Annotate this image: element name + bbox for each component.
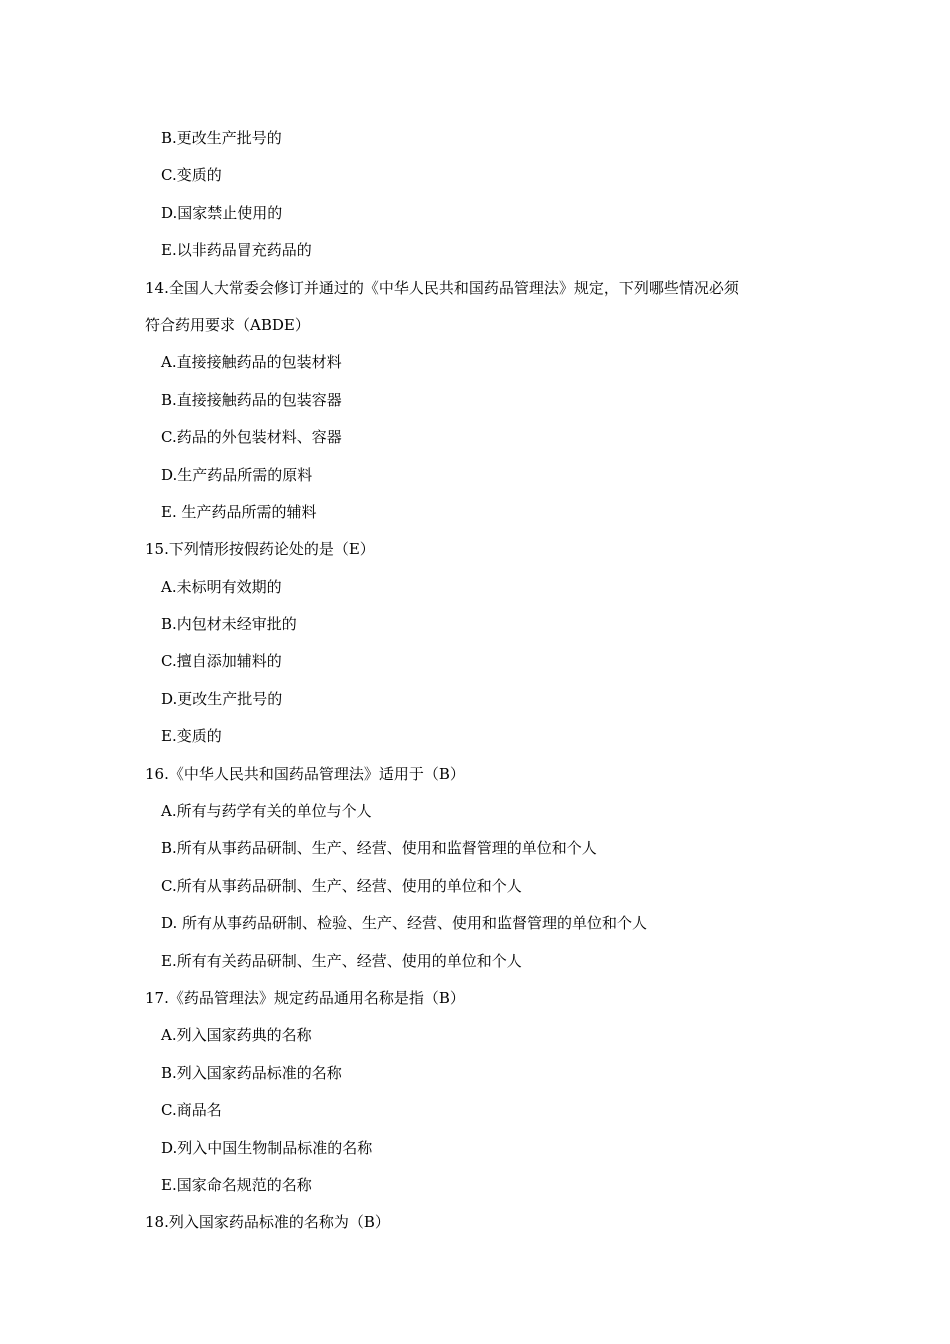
answer-option: D.更改生产批号的 — [161, 689, 283, 708]
question-text: 14.全国人大常委会修订并通过的《中华人民共和国药品管理法》规定，下列哪些情况必须 — [145, 278, 739, 297]
answer-option: A.未标明有效期的 — [161, 577, 282, 596]
answer-option: E. 生产药品所需的辅料 — [161, 502, 317, 521]
answer-option: C.所有从事药品研制、生产、经营、使用的单位和个人 — [161, 876, 522, 895]
answer-option: A.所有与药学有关的单位与个人 — [161, 802, 372, 821]
question-text: 18.列入国家药品标准的名称为（B） — [145, 1213, 390, 1232]
answer-option: B.更改生产批号的 — [161, 129, 282, 147]
answer-option: C.商品名 — [161, 1101, 222, 1120]
answer-option: A.列入国家药典的名称 — [161, 1026, 312, 1045]
answer-option: C.药品的外包装材料、容器 — [161, 428, 342, 447]
answer-option: D.列入中国生物制品标准的名称 — [161, 1138, 373, 1157]
answer-option: B.列入国家药品标准的名称 — [161, 1063, 342, 1082]
document-body — [145, 120, 815, 1242]
question-text: 17.《药品管理法》规定药品通用名称是指（B） — [145, 988, 465, 1007]
answer-option: B.直接接触药品的包装容器 — [161, 390, 342, 409]
answer-option: E.所有有关药品研制、生产、经营、使用的单位和个人 — [161, 951, 522, 970]
answer-option: D.国家禁止使用的 — [161, 203, 283, 222]
answer-option: D. 所有从事药品研制、检验、生产、经营、使用和监督管理的单位和个人 — [161, 914, 648, 933]
answer-option: C.擅自添加辅料的 — [161, 652, 282, 671]
answer-option: E.国家命名规范的名称 — [161, 1175, 312, 1194]
answer-option: E.以非药品冒充药品的 — [161, 241, 312, 260]
question-text: 符合药用要求（ABDE） — [145, 315, 310, 334]
answer-option: B.内包材未经审批的 — [161, 615, 297, 634]
answer-option: C.变质的 — [161, 166, 222, 185]
question-text: 15.下列情形按假药论处的是（E） — [145, 540, 375, 559]
answer-option: B.所有从事药品研制、生产、经营、使用和监督管理的单位和个人 — [161, 839, 597, 858]
answer-option: E.变质的 — [161, 727, 222, 746]
answer-option: A.直接接触药品的包装材料 — [161, 353, 342, 372]
answer-option: D.生产药品所需的原料 — [161, 465, 313, 484]
question-text: 16.《中华人民共和国药品管理法》适用于（B） — [145, 764, 465, 783]
